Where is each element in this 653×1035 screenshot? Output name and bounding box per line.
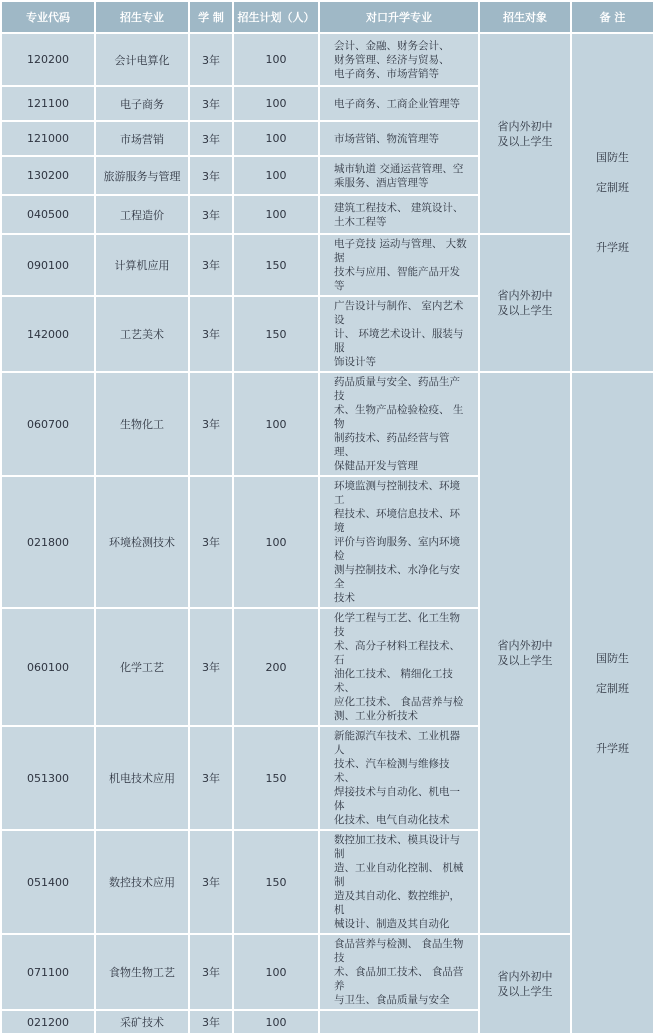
plan-cell: 100 (234, 196, 318, 233)
name-cell: 食物生物工艺 (96, 935, 188, 1009)
major-cell: 会计、金融、财务会计、 财务管理、经济与贸易、 电子商务、市场营销等 (320, 34, 478, 85)
years-cell: 3年 (190, 609, 232, 725)
note-line: 升学班 (596, 241, 629, 254)
name-cell: 生物化工 (96, 373, 188, 475)
code-cell: 120200 (2, 34, 94, 85)
table-row (2, 34, 653, 85)
plan-cell: 200 (234, 609, 318, 725)
code-cell: 051400 (2, 831, 94, 933)
name-cell: 工程造价 (96, 196, 188, 233)
plan-cell: 150 (234, 727, 318, 829)
target-cell: 省内外初中 及以上学生 (480, 235, 570, 371)
note-cell (572, 373, 653, 1033)
code-cell: 060100 (2, 609, 94, 725)
major-cell: 城市轨道 交通运营管理、空 乘服务、酒店管理等 (320, 157, 478, 194)
major-cell: 食品营养与检测、 食品生物技 术、食品加工技术、 食品营养 与卫生、食品质量与安全 (320, 935, 478, 1009)
years-cell: 3年 (190, 831, 232, 933)
header-note: 备 注 (572, 2, 653, 32)
name-cell: 机电技术应用 (96, 727, 188, 829)
table-row (2, 373, 653, 475)
plan-cell: 100 (234, 157, 318, 194)
plan-cell: 100 (234, 935, 318, 1009)
code-cell: 051300 (2, 727, 94, 829)
target-cell: 省内外初中 及以上学生 (480, 373, 570, 933)
note-line: 国防生 (596, 151, 629, 164)
header-major: 对口升学专业 (320, 2, 478, 32)
header-row (2, 2, 653, 32)
header-name: 招生专业 (96, 2, 188, 32)
code-cell: 121000 (2, 122, 94, 155)
name-cell: 会计电算化 (96, 34, 188, 85)
years-cell: 3年 (190, 477, 232, 607)
note-line: 升学班 (596, 741, 629, 755)
plan-cell: 100 (234, 34, 318, 85)
target-cell: 省内外初中 及以上学生 (480, 34, 570, 233)
plan-cell: 100 (234, 122, 318, 155)
years-cell: 3年 (190, 935, 232, 1009)
header-code: 专业代码 (2, 2, 94, 32)
major-cell: 广告设计与制作、 室内艺术设 计、 环境艺术设计、服装与服 饰设计等 (320, 297, 478, 371)
note-spacer (572, 711, 653, 726)
header-plan: 招生计划（人） (234, 2, 318, 32)
code-cell: 021200 (2, 1011, 94, 1033)
name-cell: 计算机应用 (96, 235, 188, 295)
name-cell: 数控技术应用 (96, 831, 188, 933)
code-cell: 142000 (2, 297, 94, 371)
note-line: 定制班 (596, 681, 629, 695)
name-cell: 采矿技术 (96, 1011, 188, 1033)
code-cell: 021800 (2, 477, 94, 607)
major-cell: 电子竞技 运动与管理、 大数据 技术与应用、智能产品开发等 (320, 235, 478, 295)
code-cell: 040500 (2, 196, 94, 233)
name-cell: 电子商务 (96, 87, 188, 120)
header-years: 学 制 (190, 2, 232, 32)
note-line: 定制班 (596, 181, 629, 194)
years-cell: 3年 (190, 34, 232, 85)
plan-cell: 100 (234, 477, 318, 607)
major-cell (320, 1011, 478, 1033)
name-cell: 旅游服务与管理 (96, 157, 188, 194)
table-row (2, 235, 653, 295)
years-cell: 3年 (190, 373, 232, 475)
years-cell: 3年 (190, 196, 232, 233)
plan-cell: 150 (234, 831, 318, 933)
target-cell: 省内外初中 及以上学生 (480, 935, 570, 1033)
major-cell: 环境监测与控制技术、环境工 程技术、环境信息技术、环境 评价与咨询服务、室内环境检 测与控制技术、水净化与安全 技术 (320, 477, 478, 607)
major-cell: 建筑工程技术、 建筑设计、 土木工程等 (320, 196, 478, 233)
code-cell: 090100 (2, 235, 94, 295)
code-cell: 071100 (2, 935, 94, 1009)
major-cell: 药品质量与安全、药品生产技 术、生物产品检验检疫、 生物 制药技术、药品经营与管理、 保健品开发与管理 (320, 373, 478, 475)
plan-cell: 100 (234, 1011, 318, 1033)
years-cell: 3年 (190, 87, 232, 120)
name-cell: 化学工艺 (96, 609, 188, 725)
years-cell: 3年 (190, 297, 232, 371)
note-spacer (572, 210, 653, 225)
note-line: 国防生 (596, 651, 629, 665)
code-cell: 060700 (2, 373, 94, 475)
name-cell: 市场营销 (96, 122, 188, 155)
years-cell: 3年 (190, 235, 232, 295)
years-cell: 3年 (190, 157, 232, 194)
code-cell: 130200 (2, 157, 94, 194)
table-row (2, 935, 653, 1009)
name-cell: 工艺美术 (96, 297, 188, 371)
major-cell: 市场营销、物流管理等 (320, 122, 478, 155)
years-cell: 3年 (190, 727, 232, 829)
note-cell (572, 34, 653, 371)
major-cell: 新能源汽车技术、工业机器人 技术、汽车检测与维修技术、 焊接技术与自动化、机电一体 化技术、电气自动化技术 (320, 727, 478, 829)
header-target: 招生对象 (480, 2, 570, 32)
major-cell: 化学工程与工艺、化工生物技 术、高分子材料工程技术、石 油化工技术、 精细化工技术、 应化工技术、 食品营养与检 测、工业分析技术 (320, 609, 478, 725)
plan-cell: 100 (234, 373, 318, 475)
plan-cell: 150 (234, 297, 318, 371)
plan-cell: 100 (234, 87, 318, 120)
major-cell: 电子商务、工商企业管理等 (320, 87, 478, 120)
major-cell: 数控加工技术、模具设计与制 造、工业自动化控制、 机械制 造及其自动化、数控维护，机 械设计、制造及其自动化 (320, 831, 478, 933)
code-cell: 121100 (2, 87, 94, 120)
years-cell: 3年 (190, 122, 232, 155)
name-cell: 环境检测技术 (96, 477, 188, 607)
plan-cell: 150 (234, 235, 318, 295)
years-cell: 3年 (190, 1011, 232, 1033)
